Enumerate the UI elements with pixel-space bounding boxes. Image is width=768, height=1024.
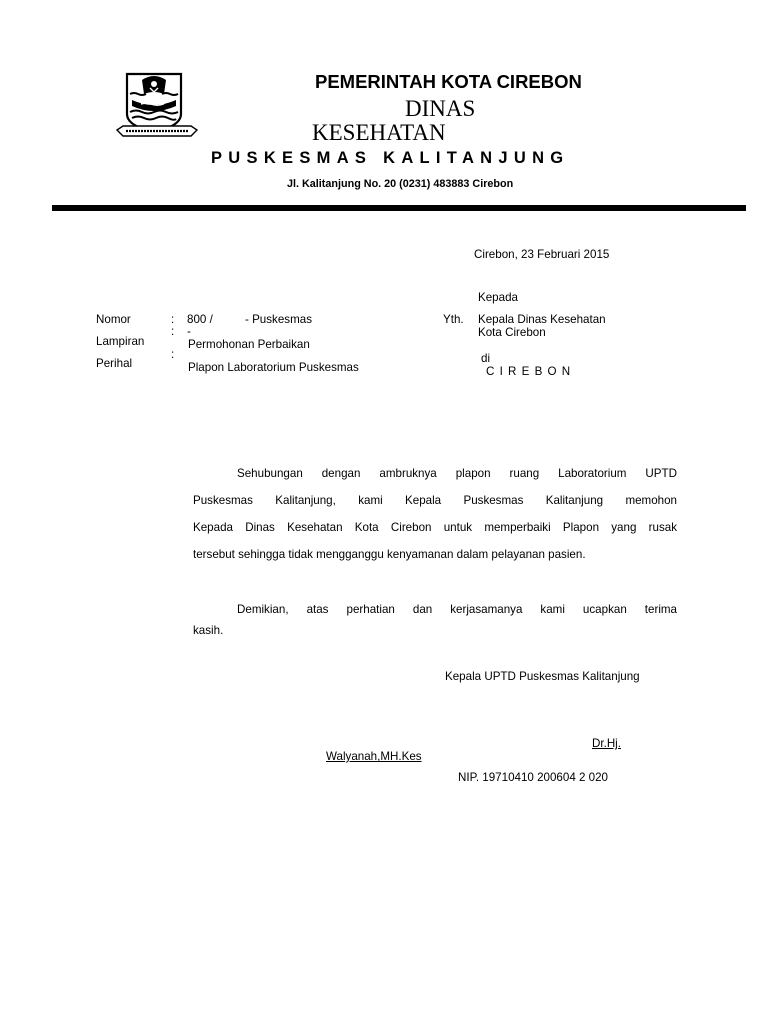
recipient-di: di <box>481 352 491 365</box>
signature-title: Dr.Hj. <box>592 737 621 750</box>
recipient-city: C I R E B O N <box>486 365 572 378</box>
letterhead-divider <box>52 205 746 211</box>
department-title-line2: KESEHATAN <box>312 120 446 145</box>
lampiran-label: Lampiran <box>96 335 145 348</box>
body-p1-line2: Puskesmas Kalitanjung, kami Kepala Puskesmas Kalitanjung memohon <box>193 494 677 507</box>
perihal-colon: : <box>171 348 175 361</box>
perihal-line1: Permohonan Perbaikan <box>188 338 310 351</box>
institution-address: Jl. Kalitanjung No. 20 (0231) 483883 Cirebon <box>287 178 514 190</box>
body-p1-line4: tersebut sehingga tidak mengganggu kenyamanan dalam pelayanan pasien. <box>193 548 586 561</box>
recipient-line2: Kota Cirebon <box>478 326 546 339</box>
signature-position: Kepala UPTD Puskesmas Kalitanjung <box>445 670 640 683</box>
department-title-line1: DINAS <box>405 96 476 121</box>
institution-title: PUSKESMAS KALITANJUNG <box>211 149 570 167</box>
nomor-label: Nomor <box>96 313 131 326</box>
cirebon-city-emblem-icon <box>114 70 200 142</box>
signature-name: Walyanah,MH.Kes <box>326 750 422 763</box>
lampiran-colon: : <box>171 325 175 338</box>
recipient-line1: Kepala Dinas Kesehatan <box>478 313 606 326</box>
body-p2-line1: Demikian, atas perhatian dan kerjasamanya kami ucapkan terima <box>237 603 677 616</box>
perihal-line2: Plapon Laboratorium Puskesmas <box>188 361 359 374</box>
lampiran-value: - <box>187 325 191 338</box>
recipient-yth: Yth. <box>443 313 464 326</box>
signature-nip: NIP. 19710410 200604 2 020 <box>458 771 608 784</box>
body-p1-line1: Sehubungan dengan ambruknya plapon ruang Laboratorium UPTD <box>237 467 677 480</box>
body-p2-line2: kasih. <box>193 624 224 637</box>
recipient-kepada: Kepada <box>478 291 518 304</box>
body-p1-line3: Kepada Dinas Kesehatan Kota Cirebon untuk memperbaiki Plapon yang rusak <box>193 521 677 534</box>
nomor-value: 800 / - Puskesmas <box>187 313 313 326</box>
perihal-label: Perihal <box>96 357 133 370</box>
nomor-colon: : <box>171 313 175 326</box>
place-date: Cirebon, 23 Februari 2015 <box>474 248 610 261</box>
government-title: PEMERINTAH KOTA CIREBON <box>315 71 582 92</box>
